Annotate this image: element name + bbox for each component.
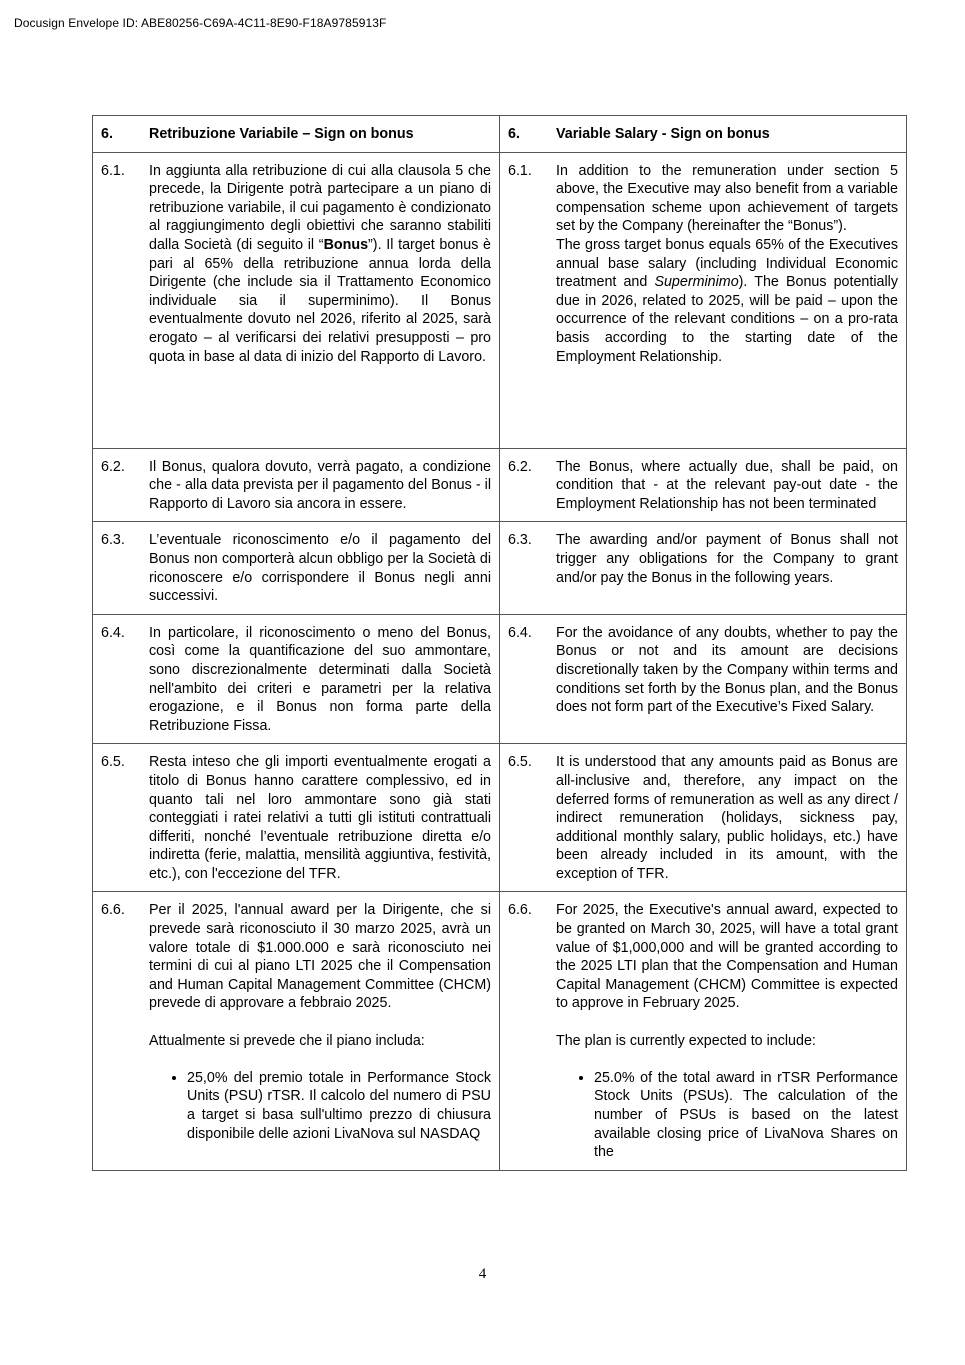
clause-en-6-3 [500,522,907,614]
clause-text-en: The awarding and/or payment of Bonus shall not trigger any obligations for the Company to grant and/or pay the Bonus in the following years. [556,532,898,586]
clause-number: 6.6. [101,902,125,919]
clause-text-en [556,901,898,1161]
clause-it-6-2 [93,448,500,522]
clause-number: 6.5. [101,754,125,771]
clause-number: 6.1. [508,162,532,179]
clause-it-6-6 [93,892,500,1170]
header-en [500,116,907,153]
clause-row-6-3 [93,522,907,614]
header-it [93,116,500,153]
envelope-id: Docusign Envelope ID: ABE80256-C69A-4C11-8E90-F18A9785913F [14,16,387,30]
header-en-title: Variable Salary - Sign on bonus [556,126,770,142]
clause-it-6-1 [93,152,500,448]
clause-text-en: It is understood that any amounts paid as Bonus are all-inclusive and, therefore, any impact on the deferred forms of remuneration as well as any direct / indirect remuneration (holidays, sickness pay, additional monthly salary, public holidays, etc.) have been already included in its amount, with the exception of TFR. [556,754,898,882]
header-it-title: Retribuzione Variabile – Sign on bonus [149,126,414,142]
section-header-row [93,116,907,153]
list-item: • 25,0% del premio totale in Performance Stock Units (PSU) rTSR. Il calcolo del numero di PSU a target si basa sull'ultimo prezzo di chiusura disponibile delle azioni LivaNova sul NASDAQ [187,1069,491,1143]
clause-text-it: L’eventuale riconoscimento e/o il pagamento del Bonus non comporterà alcun obbligo per la Società di riconoscere e/o corrispondere il Bonus negli anni successivi. [149,532,491,605]
clause-text-it [149,901,491,1143]
clause-number: 6.5. [508,754,532,771]
clause-row-6-4 [93,614,907,744]
clause-text-part: In addition to the remuneration under section 5 above, the Executive may also benefit from a variable compensation scheme upon achievement of targets set by the Company (hereinafter the “Bonus”). [556,162,898,235]
superminimo-term: Superminimo [654,274,739,291]
clause-text-en: For the avoidance of any doubts, whether to pay the Bonus or not and its amount are decisions discretionally taken by the Company within terms and conditions set forth by the Bonus plan, and the Bonus does not form part of the Executive’s Fixed Salary. [556,624,898,716]
clause-number: 6.1. [101,162,125,179]
clause-text-part: ”). Il target bonus è pari al 65% della retribuzione annua lorda della Dirigente (che include sia il Trattamento Economico individuale sia il superminimo). Il Bonus eventualmente dovuto nel 2026, riferito al 2025, sarà erogato – al verificarsi dei relativi presupposti – pro quota in base al data di inizio del Rapporto di Lavoro. [149,236,491,365]
clause-paragraph: The plan is currently expected to include: [556,1032,816,1049]
bullet-list [149,1069,491,1143]
clause-text-it: Resta inteso che gli importi eventualmente erogati a titolo di Bonus hanno carattere complessivo, ed in quanto tali nel loro ammontare sono già stati conteggiati i ratei relativi a tutti gli istituti contrattuali differiti, nonché l’eventuale retribuzione diretta e/o indiretta (ferie, malattia, mensilità aggiuntiva, festività, etc.), con l'eccezione del TFR. [149,754,491,882]
clause-text-it: Il Bonus, qualora dovuto, verrà pagato, a condizione che - alla data prevista per il pagamento del Bonus - il Rapporto di Lavoro sia ancora in essere. [149,458,491,512]
clause-text-it [149,162,491,367]
header-en-number: 6. [508,126,520,142]
clause-text-en: The Bonus, where actually due, shall be paid, on condition that - at the relevant pay-out date - the Employment Relationship has not been terminated [556,458,898,512]
clause-row-6-5 [93,744,907,892]
clause-text-it: In particolare, il riconoscimento o meno del Bonus, così come la quantificazione del suo ammontare, sono discrezionalmente determinati dalla Società nell'ambito dei criteri e parametri per la relativa erogazione, e il Bonus non forma parte della Retribuzione Fissa. [149,624,491,734]
bullet-list [556,1069,898,1162]
page-number: 4 [478,1266,487,1282]
clause-number: 6.6. [508,902,532,919]
bonus-term: Bonus [323,236,369,253]
clause-row-6-1 [93,152,907,448]
clause-number: 6.4. [101,624,125,641]
clause-en-6-1 [500,152,907,448]
clause-number: 6.2. [101,458,125,475]
clause-text-part: In aggiunta alla retribuzione di cui alla clausola 5 che precede, la Dirigente potrà partecipare a un piano di retribuzione variabile, il cui pagamento è condizionato al raggiungimento degli obiettivi che saranno stabiliti dalla Società (di seguito il “ [149,162,491,253]
clause-number: 6.2. [508,458,532,475]
clause-paragraph: Per il 2025, l'annual award per la Dirigente, che si prevede sarà riconosciuto il 30 marzo 2025, avrà un valore totale di $1.000.000 e sarà riconosciuto nei termini di cui al piano LTI 2025 che il Compensation and Human Capital Management Committee (CHCM) prevede di approvare a febbraio 2025. [149,902,491,1012]
clause-en-6-2 [500,448,907,522]
clause-text-part: The gross target bonus equals 65% of the Executives annual base salary (including Individual Economic treatment and [556,236,898,291]
clause-it-6-4 [93,614,500,744]
clause-paragraph: For 2025, the Executive's annual award, expected to be granted on March 30, 2025, will have a total grant value of $1,000,000 and will be granted according to the 2025 LTI plan that the Compensation and Human Capital Management (CHCM) Committee is expected to approve in February 2025. [556,902,898,1012]
clause-number: 6.4. [508,624,532,641]
list-item: • 25.0% of the total award in rTSR Performance Stock Units (PSUs). The calculation of the number of PSUs is based on the latest available closing price of LivaNova Shares on the [594,1069,898,1162]
clause-text-en [556,162,898,367]
clause-text-part: ). The Bonus potentially due in 2026, related to 2025, will be paid – upon the occurrence of the relevant conditions – on a pro-rata basis according to the starting date of the Employment Relationship. [556,274,898,365]
clauses-table [92,115,907,1171]
header-it-number: 6. [101,126,113,142]
clause-text-part [556,236,898,366]
clause-row-6-6 [93,892,907,1170]
clause-it-6-5 [93,744,500,892]
clause-it-6-3 [93,522,500,614]
clause-en-6-5 [500,744,907,892]
clause-number: 6.3. [101,532,125,549]
clause-en-6-4 [500,614,907,744]
clause-paragraph: Attualmente si prevede che il piano includa: [149,1032,425,1049]
clause-en-6-6 [500,892,907,1170]
clause-number: 6.3. [508,532,532,549]
clause-row-6-2 [93,448,907,522]
